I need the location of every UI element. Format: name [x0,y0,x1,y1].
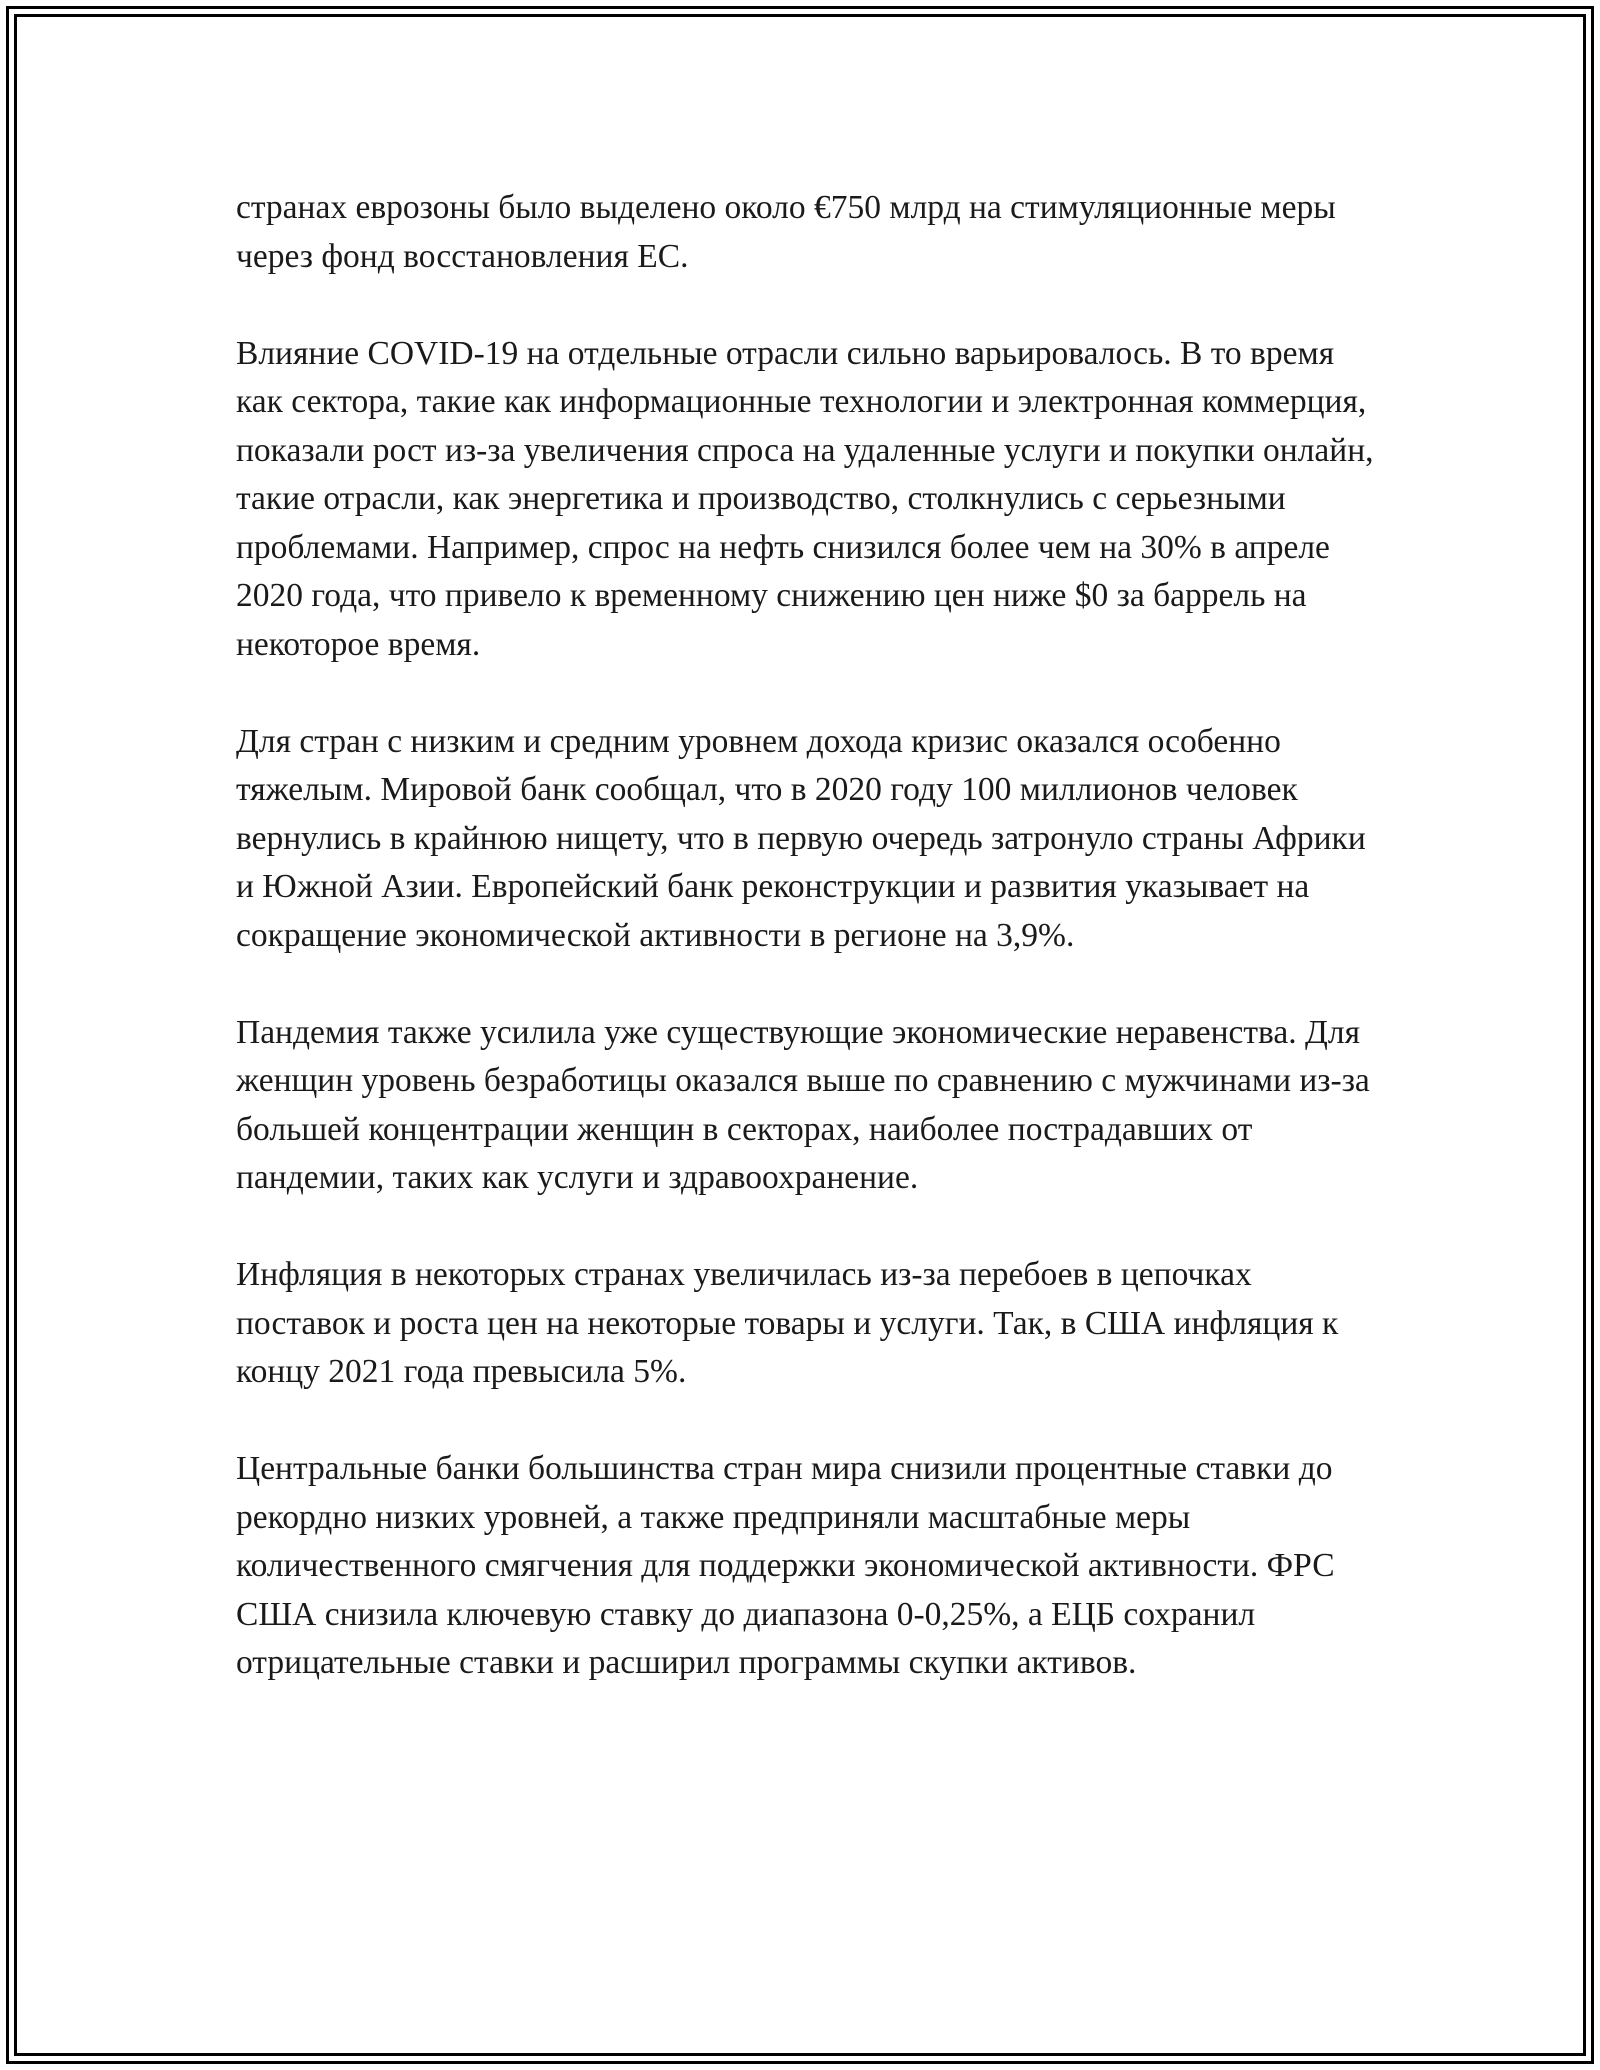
paragraph-industry-impact: Влияние COVID-19 на отдельные отрасли сильно варьировалось. В то время как сектора, такие как информационные технологии и электронная коммерция, показали рост из-за увеличения спроса на удаленные услуги и покупки онлайн, такие отрасли, как энергетика и производство, столкнулись с серьезными проблемами. Например, спрос на нефть снизился более чем на 30% в апреле 2020 года, что привело к временному снижению цен ниже $0 за баррель на некоторое время. [236,334,1374,663]
paragraph-inequality: Пандемия также усилила уже существующие экономические неравенства. Для женщин уровень безработицы оказался выше по сравнению с мужчинами из-за большей концентрации женщин в секторах, наиболее пострадавших от пандемии, таких как услуги и здравоохранение. [236,1013,1370,1196]
paragraph-central-banks: Центральные банки большинства стран мира снизили процентные ставки до рекордно низких уровней, а также предприняли масштабные меры количественного смягчения для поддержки экономической активности. ФРС США снизила ключевую ставку до диапазона 0-0,25%, а ЕЦБ сохранил отрицательные ставки и расширил программы скупки активов. [236,1450,1335,1681]
paragraph-eurozone-stimulus: странах еврозоны было выделено около €750 млрд на стимуляционные меры через фонд восстановления ЕС. [236,189,1336,275]
document-body [236,184,1376,1688]
paragraph-inflation: Инфляция в некоторых странах увеличилась из-за перебоев в цепочках поставок и роста цен на некоторые товары и услуги. Так, в США инфляция к концу 2021 года превысила 5%. [236,1256,1339,1390]
paragraph-developing-countries: Для стран с низким и средним уровнем дохода кризис оказался особенно тяжелым. Мировой банк сообщал, что в 2020 году 100 миллионов человек вернулись в крайнюю нищету, что в первую очередь затронуло страны Африки и Южной Азии. Европейский банк реконструкции и развития указывает на сокращение экономической активности в регионе на 3,9%. [236,722,1366,954]
